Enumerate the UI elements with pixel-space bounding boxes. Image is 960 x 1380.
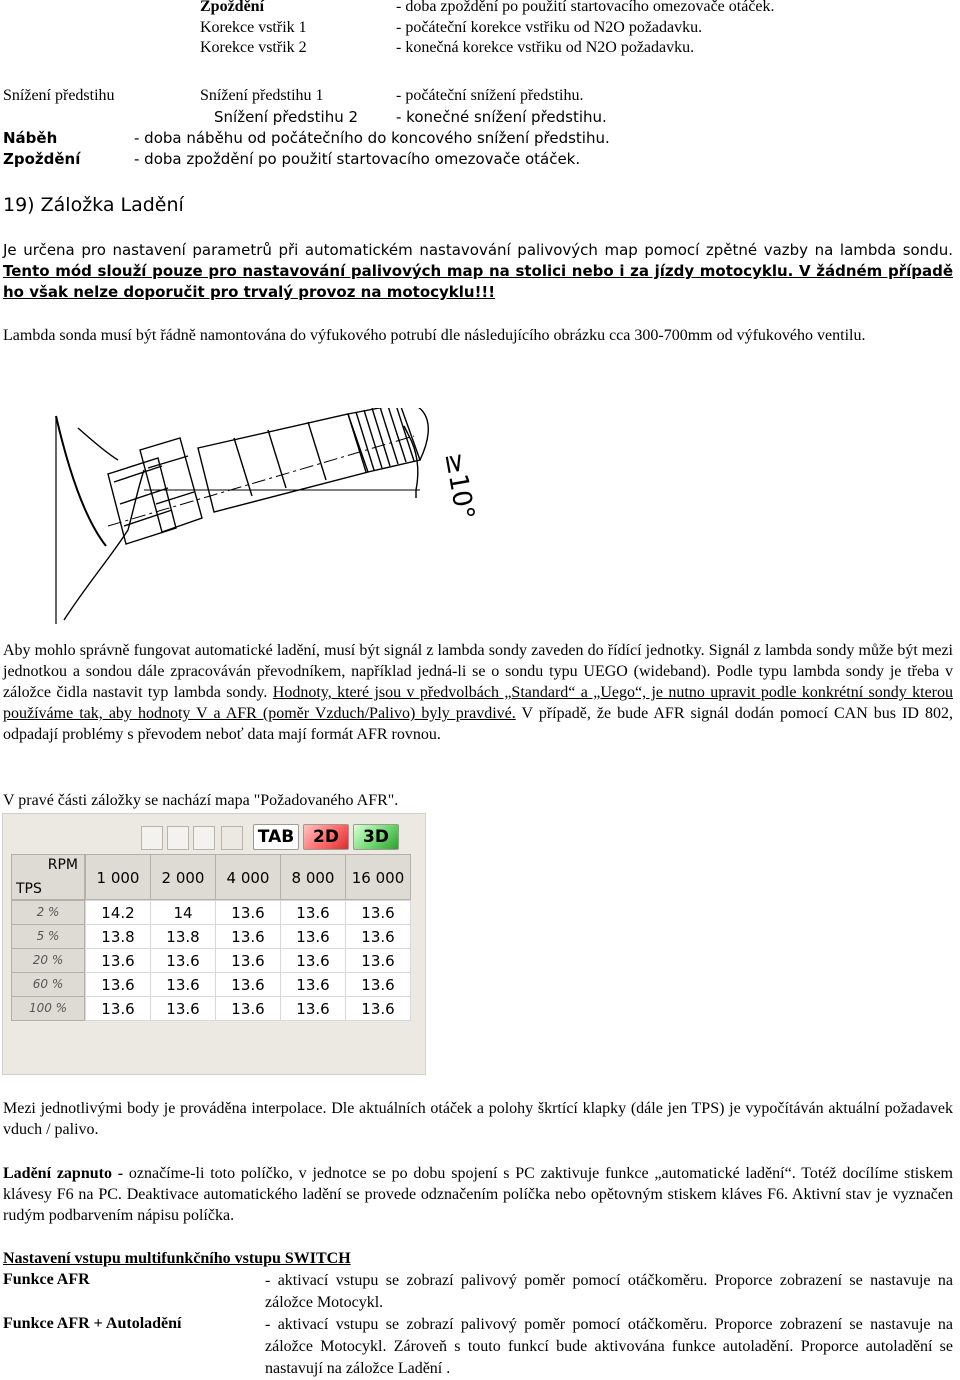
autotune-text-2: V případě, že bude AFR signál dodán pomocí CAN bus ID 802, odpadají problémy s převodem neboť data mají formát AFR rovnou. — [3, 705, 953, 743]
tps-header-1: 5 % — [11, 924, 85, 949]
paragraph-lambda-mount: Lambda sonda musí být řádně namontována do výfukového potrubí dle následujícího obrázku cca 300-700mm od výfukového ventilu. — [3, 327, 866, 344]
nabeh-label: Náběh — [3, 129, 58, 147]
afr-cell[interactable]: 13.6 — [280, 948, 346, 973]
afr-cell[interactable]: 13.6 — [215, 972, 281, 997]
paste-icon[interactable] — [167, 826, 189, 850]
ladeni-zapnuto-label: Ladění zapnuto - — [3, 1165, 124, 1182]
snizeni-row1-desc: - počáteční snížení předstihu. — [396, 87, 584, 104]
afr-cell[interactable]: 13.6 — [215, 900, 281, 925]
row-label-korekce-2: Korekce vstřik 2 — [200, 39, 307, 56]
afr-cell[interactable]: 13.6 — [280, 900, 346, 925]
paragraph-autotune — [3, 640, 953, 745]
row-desc-zpozdeni: - doba zpoždění po použití startovacího omezovače otáček. — [396, 0, 775, 15]
afr-cell[interactable]: 13.6 — [280, 996, 346, 1021]
switch-item-afr-autotune-label: Funkce AFR + Autoladění — [3, 1315, 182, 1332]
afr-cell[interactable]: 13.6 — [280, 972, 346, 997]
paragraph-intro — [3, 240, 953, 303]
paragraph-map-intro: V pravé části záložky se nachází mapa "Požadovaného AFR". — [3, 792, 399, 809]
paste-special-icon[interactable] — [193, 826, 215, 850]
rpm-header-0: 1 000 — [85, 854, 151, 900]
lambda-sensor-diagram — [48, 408, 518, 626]
grid-icon[interactable] — [221, 826, 243, 850]
afr-cell[interactable]: 13.6 — [345, 996, 411, 1021]
snizeni-title: Snížení předstihu — [3, 87, 115, 104]
snizeni-row1-label: Snížení předstihu 1 — [200, 87, 324, 104]
row-desc-korekce-2: - konečná korekce vstřiku od N2O požadavku. — [396, 39, 695, 56]
section-heading: 19) Záložka Ladění — [3, 194, 184, 216]
switch-heading: Nastavení vstupu multifunkčního vstupu SWITCH — [3, 1250, 351, 1267]
rpm-axis-label: RPM — [47, 857, 78, 873]
autotune-underlined: Hodnoty, které jsou v předvolbách „Standard“ a „Uego“, je nutno upravit podle konkrétní sondy kterou používáme tak, aby hodnoty V a AFR (poměr Vzduch/Palivo) byly pravdivé. — [3, 684, 953, 722]
afr-map-panel — [2, 813, 426, 1075]
copy-icon[interactable] — [141, 826, 163, 850]
paragraph-interpolation: Mezi jednotlivými body je prováděna interpolace. Dle aktuálních otáček a polohy škrtící klapky (dále jen TPS) je vypočítáván aktuální požadavek vduch / palivo. — [3, 1100, 953, 1138]
afr-cell[interactable]: 13.6 — [345, 948, 411, 973]
warning-text: Tento mód slouží pouze pro nastavování palivových map na stolici nebo i za jízdy motocyklu. V žádném případě ho však nelze doporučit pro trvalý provoz na motocyklu!!! — [3, 262, 953, 301]
afr-cell[interactable]: 13.8 — [85, 924, 151, 949]
paragraph-ladeni-zapnuto — [3, 1163, 953, 1226]
afr-cell[interactable]: 14.2 — [85, 900, 151, 925]
row-desc-korekce-1: - počáteční korekce vstřiku od N2O požadavku. — [396, 19, 703, 36]
afr-cell[interactable]: 13.6 — [345, 924, 411, 949]
table-corner-header — [11, 854, 85, 900]
afr-cell[interactable]: 13.6 — [215, 948, 281, 973]
afr-cell[interactable]: 13.8 — [150, 924, 216, 949]
switch-item-afr-desc: - aktivací vstupu se zobrazí palivový poměr pomocí otáčkoměru. Proporce zobrazení se nastavuje na záložce Motocykl. — [265, 1272, 953, 1311]
rpm-header-2: 4 000 — [215, 854, 281, 900]
afr-cell[interactable]: 13.6 — [85, 948, 151, 973]
rpm-header-3: 8 000 — [280, 854, 346, 900]
afr-cell[interactable]: 13.6 — [85, 996, 151, 1021]
rpm-header-4: 16 000 — [345, 854, 411, 900]
afr-cell[interactable]: 13.6 — [85, 972, 151, 997]
snizeni-row2-label: Snížení předstihu 2 — [214, 108, 359, 126]
autotune-text-1: Aby mohlo správně fungovat automatické ladění, musí být signál z lambda sondy zaveden do řídící jednotky. Signál z lambda sondy může být mezi jednotkou a sondou dále zpracováván převodníkem, například jedná-li se o sondu typu UEGO (wideband). Podle typu lambda sondy je třeba v záložce čidla nastavit typ lambda sondy. — [3, 642, 953, 701]
2d-view-button[interactable]: 2D — [303, 824, 349, 850]
nabeh-desc: - doba náběhu od počátečního do koncového snížení předstihu. — [134, 129, 610, 147]
switch-item-afr-label: Funkce AFR — [3, 1271, 90, 1288]
3d-view-button[interactable]: 3D — [353, 824, 399, 850]
tab-view-button[interactable]: TAB — [253, 824, 299, 850]
afr-cell[interactable]: 13.6 — [215, 924, 281, 949]
afr-cell[interactable]: 13.6 — [345, 900, 411, 925]
tps-header-3: 60 % — [11, 972, 85, 997]
row-label-korekce-1: Korekce vstřik 1 — [200, 19, 307, 36]
angle-label: ≥10° — [438, 450, 480, 523]
row-label-zpozdeni: Zpoždění — [200, 0, 265, 15]
afr-cell[interactable]: 13.6 — [215, 996, 281, 1021]
afr-cell[interactable]: 13.6 — [150, 972, 216, 997]
tps-header-4: 100 % — [11, 996, 85, 1021]
tps-header-2: 20 % — [11, 948, 85, 973]
afr-cell[interactable]: 13.6 — [280, 924, 346, 949]
switch-item-afr-autotune-desc: - aktivací vstupu se zobrazí palivový poměr pomocí otáčkoměru. Proporce zobrazení se nastavuje na záložce Motocykl. Zároveň s touto funkcí bude aktivována funkce autoladění. Proporce autoladění se nastavují na záložce Ladění . — [265, 1316, 953, 1377]
afr-cell[interactable]: 13.6 — [150, 948, 216, 973]
tps-header-0: 2 % — [11, 900, 85, 925]
zpozdeni2-label: Zpoždění — [3, 150, 81, 168]
afr-cell[interactable]: 13.6 — [150, 996, 216, 1021]
afr-cell[interactable]: 13.6 — [345, 972, 411, 997]
tps-axis-label: TPS — [16, 881, 42, 897]
ladeni-zapnuto-text: označíme-li toto políčko, v jednotce se po dobu spojení s PC zaktivuje funkce „automatické ladění“. Totéž docílíme stiskem klávesy F6 na PC. Deaktivace automatického ladění se provede odznačením políčka nebo opětovným stiskem kláves F6. Aktivní stav je vyznačen rudým podbarvením nápisu políčka. — [3, 1165, 954, 1224]
intro-text: Je určena pro nastavení parametrů při automatickém nastavování palivových map pomocí zpětné vazby na lambda sondu. — [3, 241, 953, 259]
afr-cell[interactable]: 14 — [150, 900, 216, 925]
zpozdeni2-desc: - doba zpoždění po použití startovacího omezovače otáček. — [134, 150, 581, 168]
snizeni-row2-desc: - konečné snížení předstihu. — [396, 108, 607, 126]
rpm-header-1: 2 000 — [150, 854, 216, 900]
